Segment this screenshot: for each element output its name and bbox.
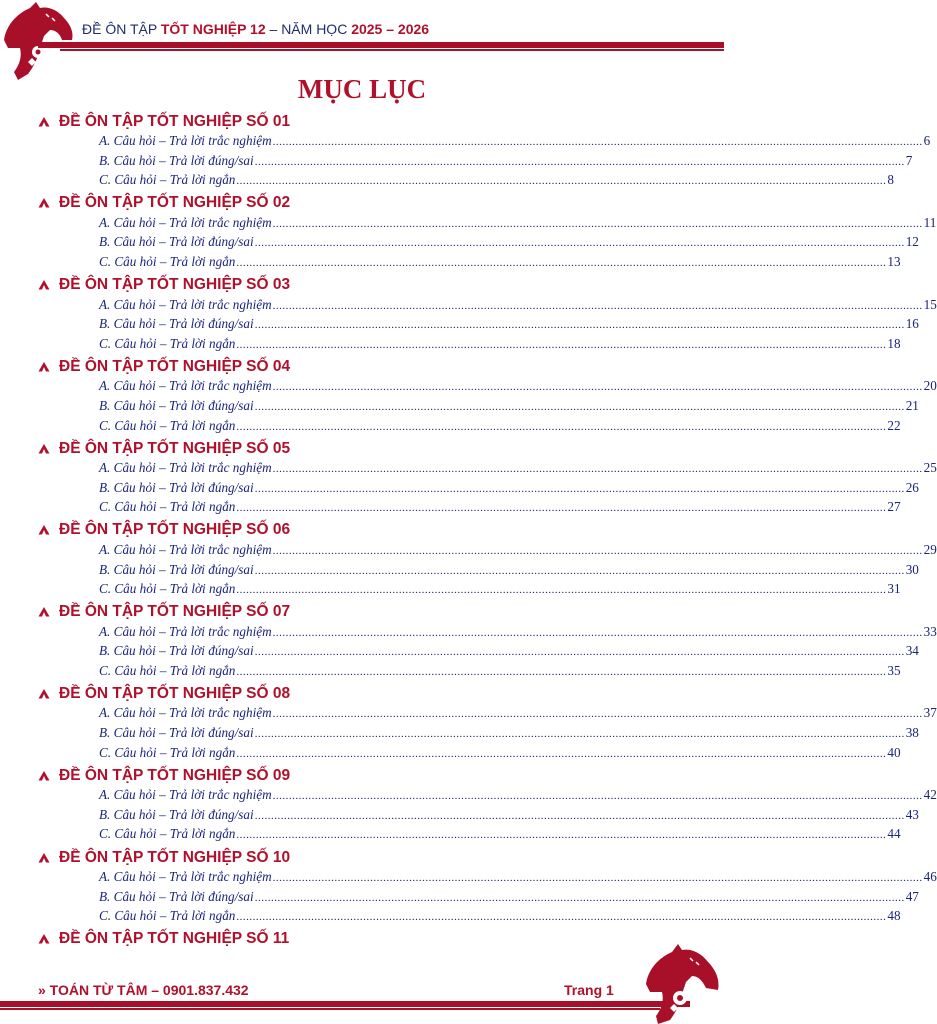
toc-entry-label: A. Câu hỏi – Trả lời trắc nghiệm (99, 378, 272, 394)
toc-section (38, 110, 931, 192)
toc-leader-dots: ........................................................................................................................................................................................................ (254, 319, 905, 332)
toc-entry-page: 25 (923, 460, 937, 476)
footer-divider-thin (0, 1008, 660, 1010)
triangle-icon (38, 770, 50, 782)
toc-entry[interactable] (99, 417, 901, 438)
toc-entry-page: 40 (887, 744, 901, 760)
triangle-icon (38, 116, 50, 128)
toc-entry[interactable] (99, 172, 894, 192)
toc-entry-label: B. Câu hỏi – Trả lời đúng/sai (99, 725, 254, 741)
horse-logo-icon (0, 0, 82, 82)
toc-entry[interactable] (99, 378, 937, 398)
toc-leader-dots: ........................................................................................................................................................................................................ (236, 420, 887, 433)
footer-author: » TOÁN TỪ TÂM – 0901.837.432 (38, 982, 249, 998)
toc-entry-label: B. Câu hỏi – Trả lời đúng/sai (99, 479, 254, 495)
toc-entry-label: C. Câu hỏi – Trả lời ngắn (99, 417, 236, 433)
triangle-icon (38, 688, 50, 700)
header-divider (38, 42, 724, 48)
header-divider-thin (60, 49, 724, 51)
toc-entry[interactable] (99, 397, 919, 418)
toc-section-heading[interactable] (38, 519, 678, 542)
toc-entry-label: B. Câu hỏi – Trả lời đúng/sai (99, 888, 254, 904)
toc-entry-page: 27 (887, 499, 901, 515)
toc-entry[interactable] (99, 869, 937, 889)
toc-entry-page: 33 (923, 623, 937, 639)
triangle-icon (38, 361, 50, 373)
toc-entry[interactable] (99, 643, 919, 663)
toc-entry-label: B. Câu hỏi – Trả lời đúng/sai (99, 152, 254, 168)
toc-leader-dots: ........................................................................................................................................................................................................ (236, 829, 887, 842)
triangle-icon (38, 443, 50, 455)
toc-leader-dots: ........................................................................................................................................................................................................ (272, 381, 923, 394)
toc-section (38, 192, 937, 274)
toc-entry-label: A. Câu hỏi – Trả lời trắc nghiệm (99, 705, 272, 721)
toc-entry[interactable] (99, 253, 901, 274)
toc-entry-label: A. Câu hỏi – Trả lời trắc nghiệm (99, 787, 272, 803)
toc-entry-label: B. Câu hỏi – Trả lời đúng/sai (99, 397, 254, 413)
toc-leader-dots: ........................................................................................................................................................................................................ (236, 584, 887, 597)
toc-entry[interactable] (99, 908, 901, 928)
toc-leader-dots: ........................................................................................................................................................................................................ (272, 544, 923, 557)
toc-leader-dots: ........................................................................................................................................................................................................ (236, 911, 887, 924)
toc-entry-label: C. Câu hỏi – Trả lời ngắn (99, 172, 236, 188)
toc-entry[interactable] (99, 725, 919, 745)
toc-entry-label: B. Câu hỏi – Trả lời đúng/sai (99, 806, 254, 822)
toc-leader-dots: ........................................................................................................................................................................................................ (254, 646, 905, 659)
triangle-icon (38, 524, 50, 536)
horse-logo-icon (636, 940, 724, 1024)
triangle-icon (38, 606, 50, 618)
toc-entry[interactable] (99, 316, 919, 336)
toc-entry[interactable] (99, 888, 919, 909)
toc-entry[interactable] (99, 460, 937, 480)
toc-section-title: ĐỀ ÔN TẬP TỐT NGHIỆP SỐ 07 (59, 603, 291, 621)
toc-entry[interactable] (99, 133, 931, 153)
toc-entry[interactable] (99, 662, 901, 683)
toc-entry-page: 48 (887, 908, 901, 924)
toc-section (38, 601, 937, 683)
toc-entry-page: 15 (923, 296, 937, 312)
toc-section-title: ĐỀ ÔN TẬP TỐT NGHIỆP SỐ 11 (59, 930, 290, 948)
toc-leader-dots: ........................................................................................................................................................................................................ (272, 872, 923, 885)
toc-section-heading[interactable] (38, 110, 678, 133)
toc-leader-dots: ........................................................................................................................................................................................................ (272, 463, 923, 476)
toc-entry-label: B. Câu hỏi – Trả lời đúng/sai (99, 234, 254, 250)
toc-entry-page: 21 (905, 397, 919, 413)
toc-entry-label: B. Câu hỏi – Trả lời đúng/sai (99, 316, 254, 332)
toc-entry[interactable] (99, 806, 919, 827)
triangle-icon (38, 279, 50, 291)
triangle-icon (38, 197, 50, 209)
toc-entry-label: C. Câu hỏi – Trả lời ngắn (99, 581, 236, 597)
toc-entry[interactable] (99, 561, 919, 582)
toc-entry[interactable] (99, 296, 937, 317)
header-year: 2025 – 2026 (351, 21, 430, 37)
toc-leader-dots: ........................................................................................................................................................................................................ (254, 237, 905, 250)
toc-entry-label: A. Câu hỏi – Trả lời trắc nghiệm (99, 296, 272, 312)
toc-section-heading[interactable] (38, 928, 678, 951)
toc-section (38, 274, 937, 356)
toc-section (38, 682, 937, 764)
toc-section (38, 928, 678, 951)
toc-section-title: ĐỀ ÔN TẬP TỐT NGHIỆP SỐ 09 (59, 766, 291, 784)
toc-section-heading[interactable] (38, 682, 678, 705)
toc-entry-page: 35 (887, 662, 901, 678)
toc-leader-dots: ........................................................................................................................................................................................................ (236, 665, 887, 678)
toc-entry-page: 37 (923, 705, 937, 721)
toc-entry-label: C. Câu hỏi – Trả lời ngắn (99, 253, 236, 269)
toc-entry[interactable] (99, 581, 901, 601)
toc-leader-dots: ........................................................................................................................................................................................................ (272, 626, 923, 639)
toc-entry-label: C. Câu hỏi – Trả lời ngắn (99, 662, 236, 678)
toc-leader-dots: ........................................................................................................................................................................................................ (236, 747, 887, 760)
toc-entry-page: 26 (905, 479, 919, 495)
footer-divider (0, 1001, 690, 1007)
toc-entry-page: 42 (923, 787, 937, 803)
toc-leader-dots: ........................................................................................................................................................................................................ (272, 217, 923, 230)
toc-entry-page: 31 (887, 581, 901, 597)
toc-section-heading[interactable] (38, 601, 678, 624)
toc-section-title: ĐỀ ÔN TẬP TỐT NGHIỆP SỐ 10 (59, 848, 291, 866)
toc-entry-page: 18 (887, 335, 901, 351)
toc-section-title: ĐỀ ÔN TẬP TỐT NGHIỆP SỐ 04 (59, 357, 291, 375)
table-of-contents (38, 110, 937, 951)
toc-leader-dots: ........................................................................................................................................................................................................ (272, 136, 923, 148)
toc-entry[interactable] (99, 787, 937, 807)
toc-section (38, 519, 937, 601)
header-prefix: ĐỀ ÔN TẬP (82, 21, 161, 37)
toc-entry-page: 29 (923, 541, 937, 557)
toc-entry-label: C. Câu hỏi – Trả lời ngắn (99, 499, 236, 515)
toc-entry[interactable] (99, 335, 901, 356)
toc-entry-page: 34 (905, 643, 919, 659)
toc-section-title: ĐỀ ÔN TẬP TỐT NGHIỆP SỐ 03 (59, 276, 291, 294)
toc-entry-page: 12 (905, 234, 919, 250)
toc-section-heading[interactable] (38, 192, 678, 215)
triangle-icon (38, 933, 50, 945)
page-number: Trang 1 (564, 982, 614, 998)
toc-entry-page: 44 (887, 826, 901, 842)
toc-entry-label: A. Câu hỏi – Trả lời trắc nghiệm (99, 214, 272, 230)
toc-entry-page: 7 (905, 152, 913, 168)
toc-leader-dots: ........................................................................................................................................................................................................ (254, 809, 905, 822)
running-header (82, 21, 429, 37)
toc-entry-page: 20 (923, 378, 937, 394)
toc-leader-dots: ........................................................................................................................................................................................................ (254, 155, 905, 168)
toc-section-title: ĐỀ ÔN TẬP TỐT NGHIỆP SỐ 01 (59, 112, 291, 130)
toc-entry-label: A. Câu hỏi – Trả lời trắc nghiệm (99, 869, 272, 885)
toc-section-heading[interactable] (38, 274, 678, 297)
toc-entry-page: 30 (905, 561, 919, 577)
toc-leader-dots: ........................................................................................................................................................................................................ (272, 790, 923, 803)
toc-entry-page: 47 (905, 888, 919, 904)
toc-section (38, 764, 937, 846)
triangle-icon (38, 852, 50, 864)
toc-leader-dots: ........................................................................................................................................................................................................ (272, 299, 923, 312)
toc-entry-label: C. Câu hỏi – Trả lời ngắn (99, 908, 236, 924)
toc-leader-dots: ........................................................................................................................................................................................................ (254, 482, 905, 495)
toc-entry-page: 43 (905, 806, 919, 822)
toc-section-heading[interactable] (38, 437, 678, 460)
toc-entry-page: 8 (887, 172, 894, 188)
toc-section-title: ĐỀ ÔN TẬP TỐT NGHIỆP SỐ 05 (59, 439, 291, 457)
toc-leader-dots: ........................................................................................................................................................................................................ (254, 728, 905, 741)
toc-entry-page: 38 (905, 725, 919, 741)
toc-entry-label: A. Câu hỏi – Trả lời trắc nghiệm (99, 460, 272, 476)
toc-section (38, 355, 937, 437)
toc-entry[interactable] (99, 214, 937, 235)
toc-leader-dots: ........................................................................................................................................................................................................ (236, 338, 887, 351)
toc-section-heading[interactable] (38, 355, 678, 378)
toc-leader-dots: ........................................................................................................................................................................................................ (236, 256, 887, 269)
toc-entry-label: C. Câu hỏi – Trả lời ngắn (99, 335, 236, 351)
toc-leader-dots: ........................................................................................................................................................................................................ (272, 708, 923, 721)
header-year-label: – NĂM HỌC (265, 21, 352, 37)
toc-entry-page: 22 (887, 417, 901, 433)
toc-section-heading[interactable] (38, 846, 678, 869)
toc-entry-label: C. Câu hỏi – Trả lời ngắn (99, 826, 236, 842)
toc-section (38, 846, 937, 928)
toc-entry[interactable] (99, 234, 919, 254)
toc-entry-page: 46 (923, 869, 937, 885)
toc-leader-dots: ........................................................................................................................................................................................................ (254, 564, 905, 577)
toc-entry-label: A. Câu hỏi – Trả lời trắc nghiệm (99, 623, 272, 639)
page-title: MỤC LỤC (297, 74, 427, 104)
toc-entry-label: B. Câu hỏi – Trả lời đúng/sai (99, 561, 254, 577)
toc-entry-page: 16 (905, 316, 919, 332)
toc-leader-dots: ........................................................................................................................................................................................................ (254, 891, 905, 904)
toc-section-heading[interactable] (38, 764, 678, 787)
toc-entry-page: 6 (923, 133, 931, 148)
toc-entry-label: B. Câu hỏi – Trả lời đúng/sai (99, 643, 254, 659)
toc-entry[interactable] (99, 744, 901, 765)
toc-entry[interactable] (99, 541, 937, 562)
toc-entry[interactable] (99, 826, 901, 846)
toc-section-title: ĐỀ ÔN TẬP TỐT NGHIỆP SỐ 02 (59, 194, 291, 212)
toc-leader-dots: ........................................................................................................................................................................................................ (236, 175, 887, 188)
toc-section-title: ĐỀ ÔN TẬP TỐT NGHIỆP SỐ 08 (59, 684, 291, 702)
toc-entry-label: A. Câu hỏi – Trả lời trắc nghiệm (99, 133, 272, 148)
toc-leader-dots: ........................................................................................................................................................................................................ (236, 502, 887, 515)
toc-entry-page: 11 (923, 214, 937, 230)
header-grade: TỐT NGHIỆP 12 (160, 21, 266, 37)
toc-leader-dots: ........................................................................................................................................................................................................ (254, 400, 905, 413)
toc-entry-label: A. Câu hỏi – Trả lời trắc nghiệm (99, 541, 272, 557)
toc-entry-label: C. Câu hỏi – Trả lời ngắn (99, 744, 236, 760)
toc-entry[interactable] (99, 623, 937, 644)
toc-entry[interactable] (99, 152, 913, 173)
toc-entry[interactable] (99, 705, 937, 725)
toc-entry[interactable] (99, 499, 901, 519)
toc-section (38, 437, 937, 519)
toc-entry-page: 13 (887, 253, 901, 269)
toc-section-title: ĐỀ ÔN TẬP TỐT NGHIỆP SỐ 06 (59, 521, 291, 539)
toc-entry[interactable] (99, 479, 919, 500)
